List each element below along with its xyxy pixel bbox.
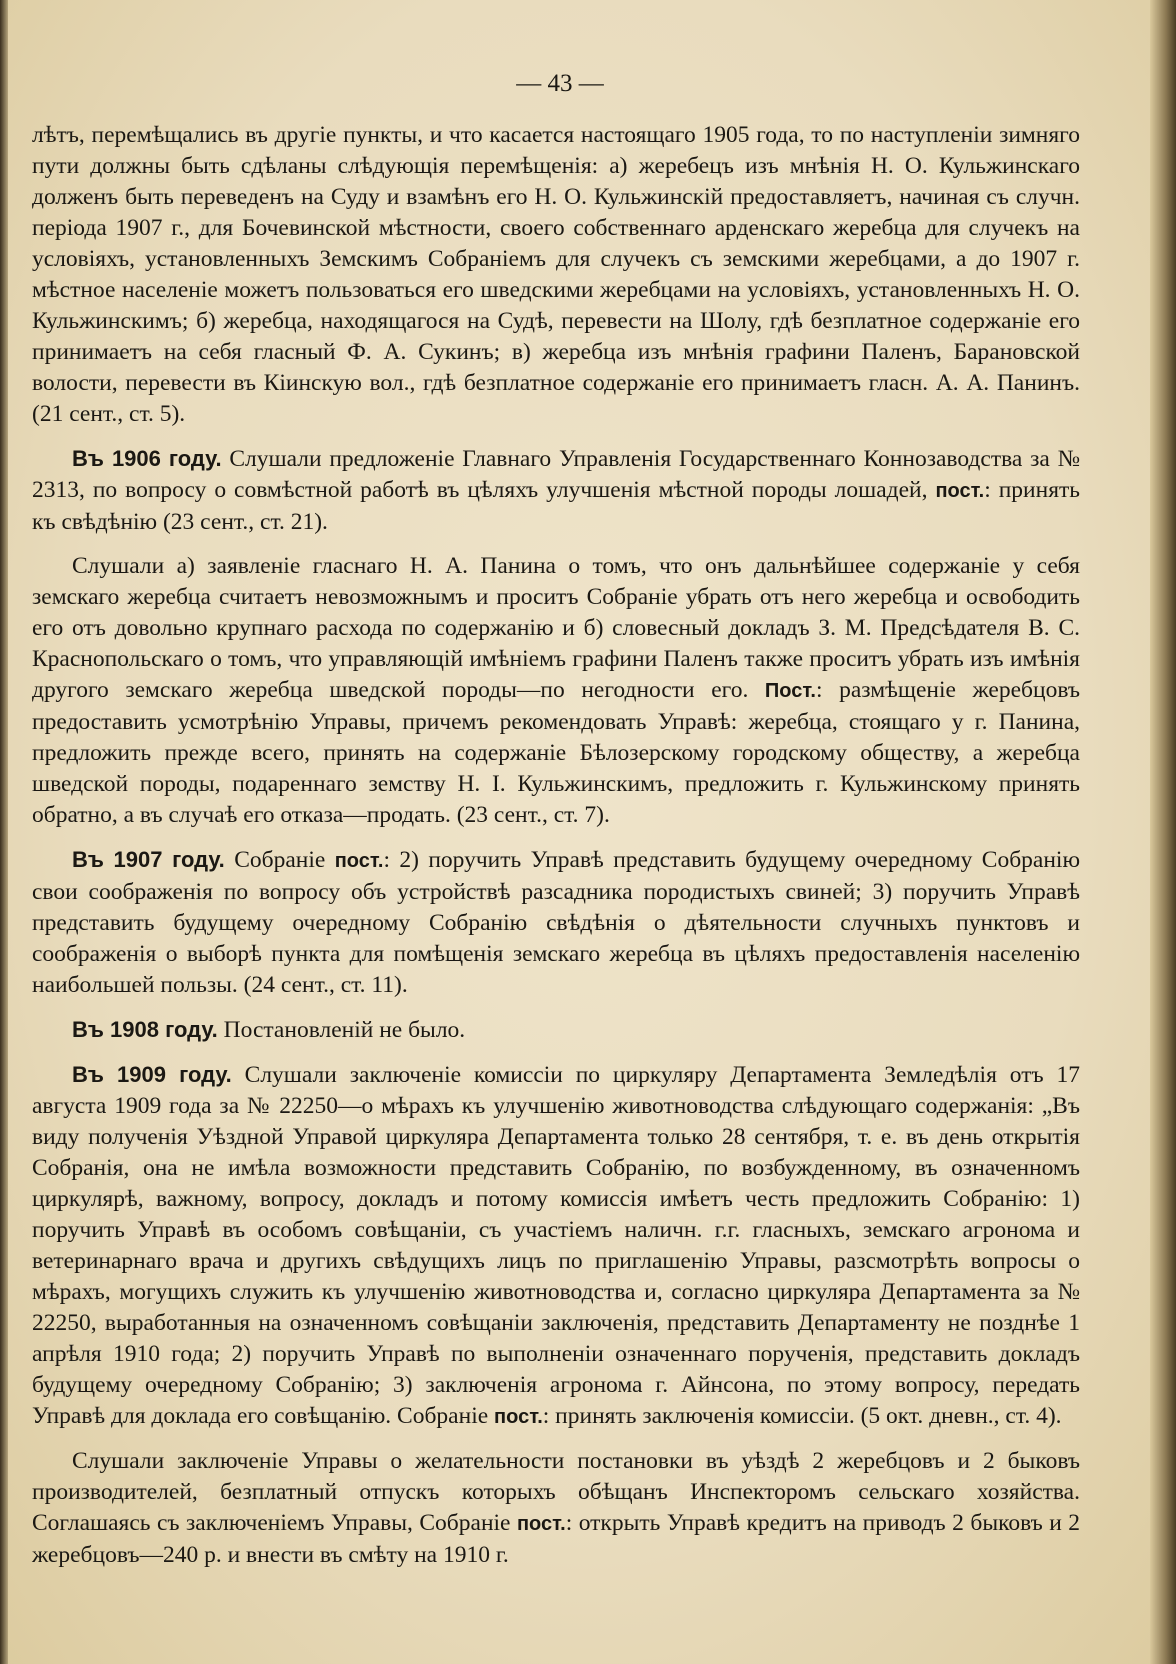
paragraph-text: лѣтъ, перемѣщались въ другіе пункты, и что касается настоящаго 1905 года, то по наступленіи зимняго пути должны быть сдѣланы слѣдующія перемѣщенія: а) жеребецъ изъ мнѣнія Н. О. Кульжинскаго долженъ быть переведенъ на Суду и взамѣнъ его Н. О. Кульжинскій предоставляетъ, начиная съ случн. періода 1907 г., для Бочевинской мѣстности, своего собственнаго арденскаго жеребца для случекъ на условіяхъ, установленныхъ Земскимъ Собраніемъ для случекъ съ земскими жеребцами, а до 1907 г. мѣстное населеніе можетъ пользоваться его шведскими жеребцами на условіяхъ, установленныхъ Н. О. Кульжинскимъ; б) жеребца, находящагося на Судѣ, перевести на Шолу, гдѣ безплатное содержаніе его принимаетъ на себя гласный Ф. А. Сукинъ; в) жеребца изъ мнѣнія графини Паленъ, Барановской волости, перевести въ Кіинскую вол., гдѣ безплатное содержаніе его принимаетъ гласн. А. А. Панинъ. (21 сент., ст. 5).: [32, 122, 1080, 427]
paragraph-gap: [32, 1046, 1080, 1059]
resolution-keyword: пост.: [935, 480, 985, 502]
paragraph-1907: [32, 844, 1080, 1001]
page-right-edge: [1150, 0, 1176, 1664]
resolution-keyword: пост.: [334, 850, 384, 872]
resolution-keyword: пост.: [494, 1406, 543, 1428]
paragraph-text: : принять къ свѣдѣнію (23 сент., ст. 21).: [32, 477, 1080, 535]
page-number: — 43 —: [516, 70, 604, 97]
paragraph-breeding-animals: [32, 1446, 1080, 1571]
paragraph-text: : открыть Управѣ кредитъ на приводъ 2 быковъ и 2 жеребцовъ—240 р. и внести въ смѣту на 1910 г.: [32, 1510, 1081, 1568]
paragraph-text: Собраніе: [224, 847, 335, 873]
year-heading: Въ 1906 году.: [72, 446, 222, 471]
paragraph-1909: [32, 1059, 1080, 1433]
document-body: [32, 120, 1080, 1571]
resolution-keyword: пост.: [516, 1513, 566, 1535]
paragraph-text: : размѣщеніе жеребцовъ предоставить усмотрѣнію Управы, причемъ рекомендовать Управѣ: жеребца, стоящаго у г. Панина, предложить прежде всего, принять на содержаніе Бѣлозерскому городскому обществу, а жеребца шведской породы, подареннаго земству Н. І. Кульжинскимъ, предложить г. Кульжинскому принять обратно, а въ случаѣ его отказа—продать. (23 сент., ст. 7).: [32, 677, 1080, 828]
paragraph-1906: [32, 443, 1080, 538]
year-heading: Въ 1907 году.: [72, 847, 225, 872]
paragraph-gap: [32, 831, 1080, 844]
paragraph-1908: [32, 1014, 1080, 1046]
paragraph-text: : принять заключенія комиссіи. (5 окт. дневн., ст. 4).: [542, 1403, 1062, 1429]
paragraph-gap: [32, 538, 1080, 551]
paragraph-1905-continuation: [32, 120, 1080, 430]
paragraph-text: : 2) поручить Управѣ представить будущему очередному Собранію свои соображенія по вопросу объ устройствѣ разсадника породистыхъ свиней; 3) поручить Управѣ представить будущему очередному Собранію свѣдѣнія о дѣятельности случныхъ пунктовъ и соображенія о выборѣ пункта для помѣщенія земскаго жеребца въ цѣляхъ предоставленія населенію наибольшей пользы. (24 сент., ст. 11).: [32, 847, 1081, 998]
resolution-keyword: Пост.: [764, 680, 816, 702]
year-heading: Въ 1909 году.: [72, 1062, 232, 1087]
paragraph-panin-stallion: [32, 551, 1080, 831]
paragraph-text: Слушали заключеніе Управы о желательности постановки въ уѣздѣ 2 жеребцовъ и 2 быковъ производителей, безплатный отпускъ которыхъ обѣщанъ Инспекторомъ сельскаго хозяйства. Соглашаясь съ заключеніемъ Управы, Собраніе: [32, 1448, 1080, 1536]
page-left-edge: [0, 0, 8, 1664]
paragraph-text: Постановленій не было.: [217, 1017, 466, 1043]
paragraph-text: Слушали заключеніе комиссіи по циркуляру Департамента Земледѣлія отъ 17 августа 1909 года за № 22250—о мѣрахъ къ улучшенію животноводства слѣдующаго содержанія: „Въ виду полученія Уѣздной Управой циркуляра Департамента только 28 сентября, т. е. въ день открытія Собранія, она не имѣла возможности представить Собранію, по возбужденному, въ означенномъ циркулярѣ, важному, вопросу, докладъ и потому комиссія имѣетъ честь предложить Собранію: 1) поручить Управѣ въ особомъ совѣщаніи, съ участіемъ наличн. г.г. гласныхъ, земскаго агронома и ветеринарнаго врача и другихъ свѣдущихъ лицъ по приглашенію Управы, разсмотрѣть вопросы о мѣрахъ, могущихъ служить къ улучшенію животноводства и, согласно циркуляра Департамента за № 22250, выработанныя на означенномъ совѣщаніи заключенія, представить Департаменту не позднѣе 1 апрѣля 1910 года; 2) поручить Управѣ по выполненіи означеннаго порученія, представить докладъ будущему очередному Собранію; 3) заключенія агронома г. Айнсона, по этому вопросу, передать Управѣ для доклада его совѣщанію. Собраніе: [32, 1062, 1080, 1429]
paragraph-text: Слушали предложеніе Главнаго Управленія Государственнаго Коннозаводства за № 2313, по вопросу о совмѣстной работѣ въ цѣляхъ улучшенія мѣстной породы лошадей,: [32, 446, 1080, 503]
paragraph-text: Слушали а) заявленіе гласнаго Н. А. Панина о томъ, что онъ дальнѣйшее содержаніе у себя земскаго жеребца считаетъ невозможнымъ и проситъ Собраніе убрать отъ него жеребца и освободить его отъ довольно крупнаго расхода по содержанію и б) словесный докладъ З. М. Предсѣдателя В. С. Краснопольскаго о томъ, что управляющій имѣніемъ графини Паленъ также проситъ убрать изъ имѣнія другого земскаго жеребца шведской породы—по негодности его.: [32, 553, 1080, 703]
paragraph-gap: [32, 430, 1080, 443]
year-heading: Въ 1908 году.: [72, 1017, 218, 1042]
paragraph-gap: [32, 1433, 1080, 1446]
paragraph-gap: [32, 1001, 1080, 1014]
